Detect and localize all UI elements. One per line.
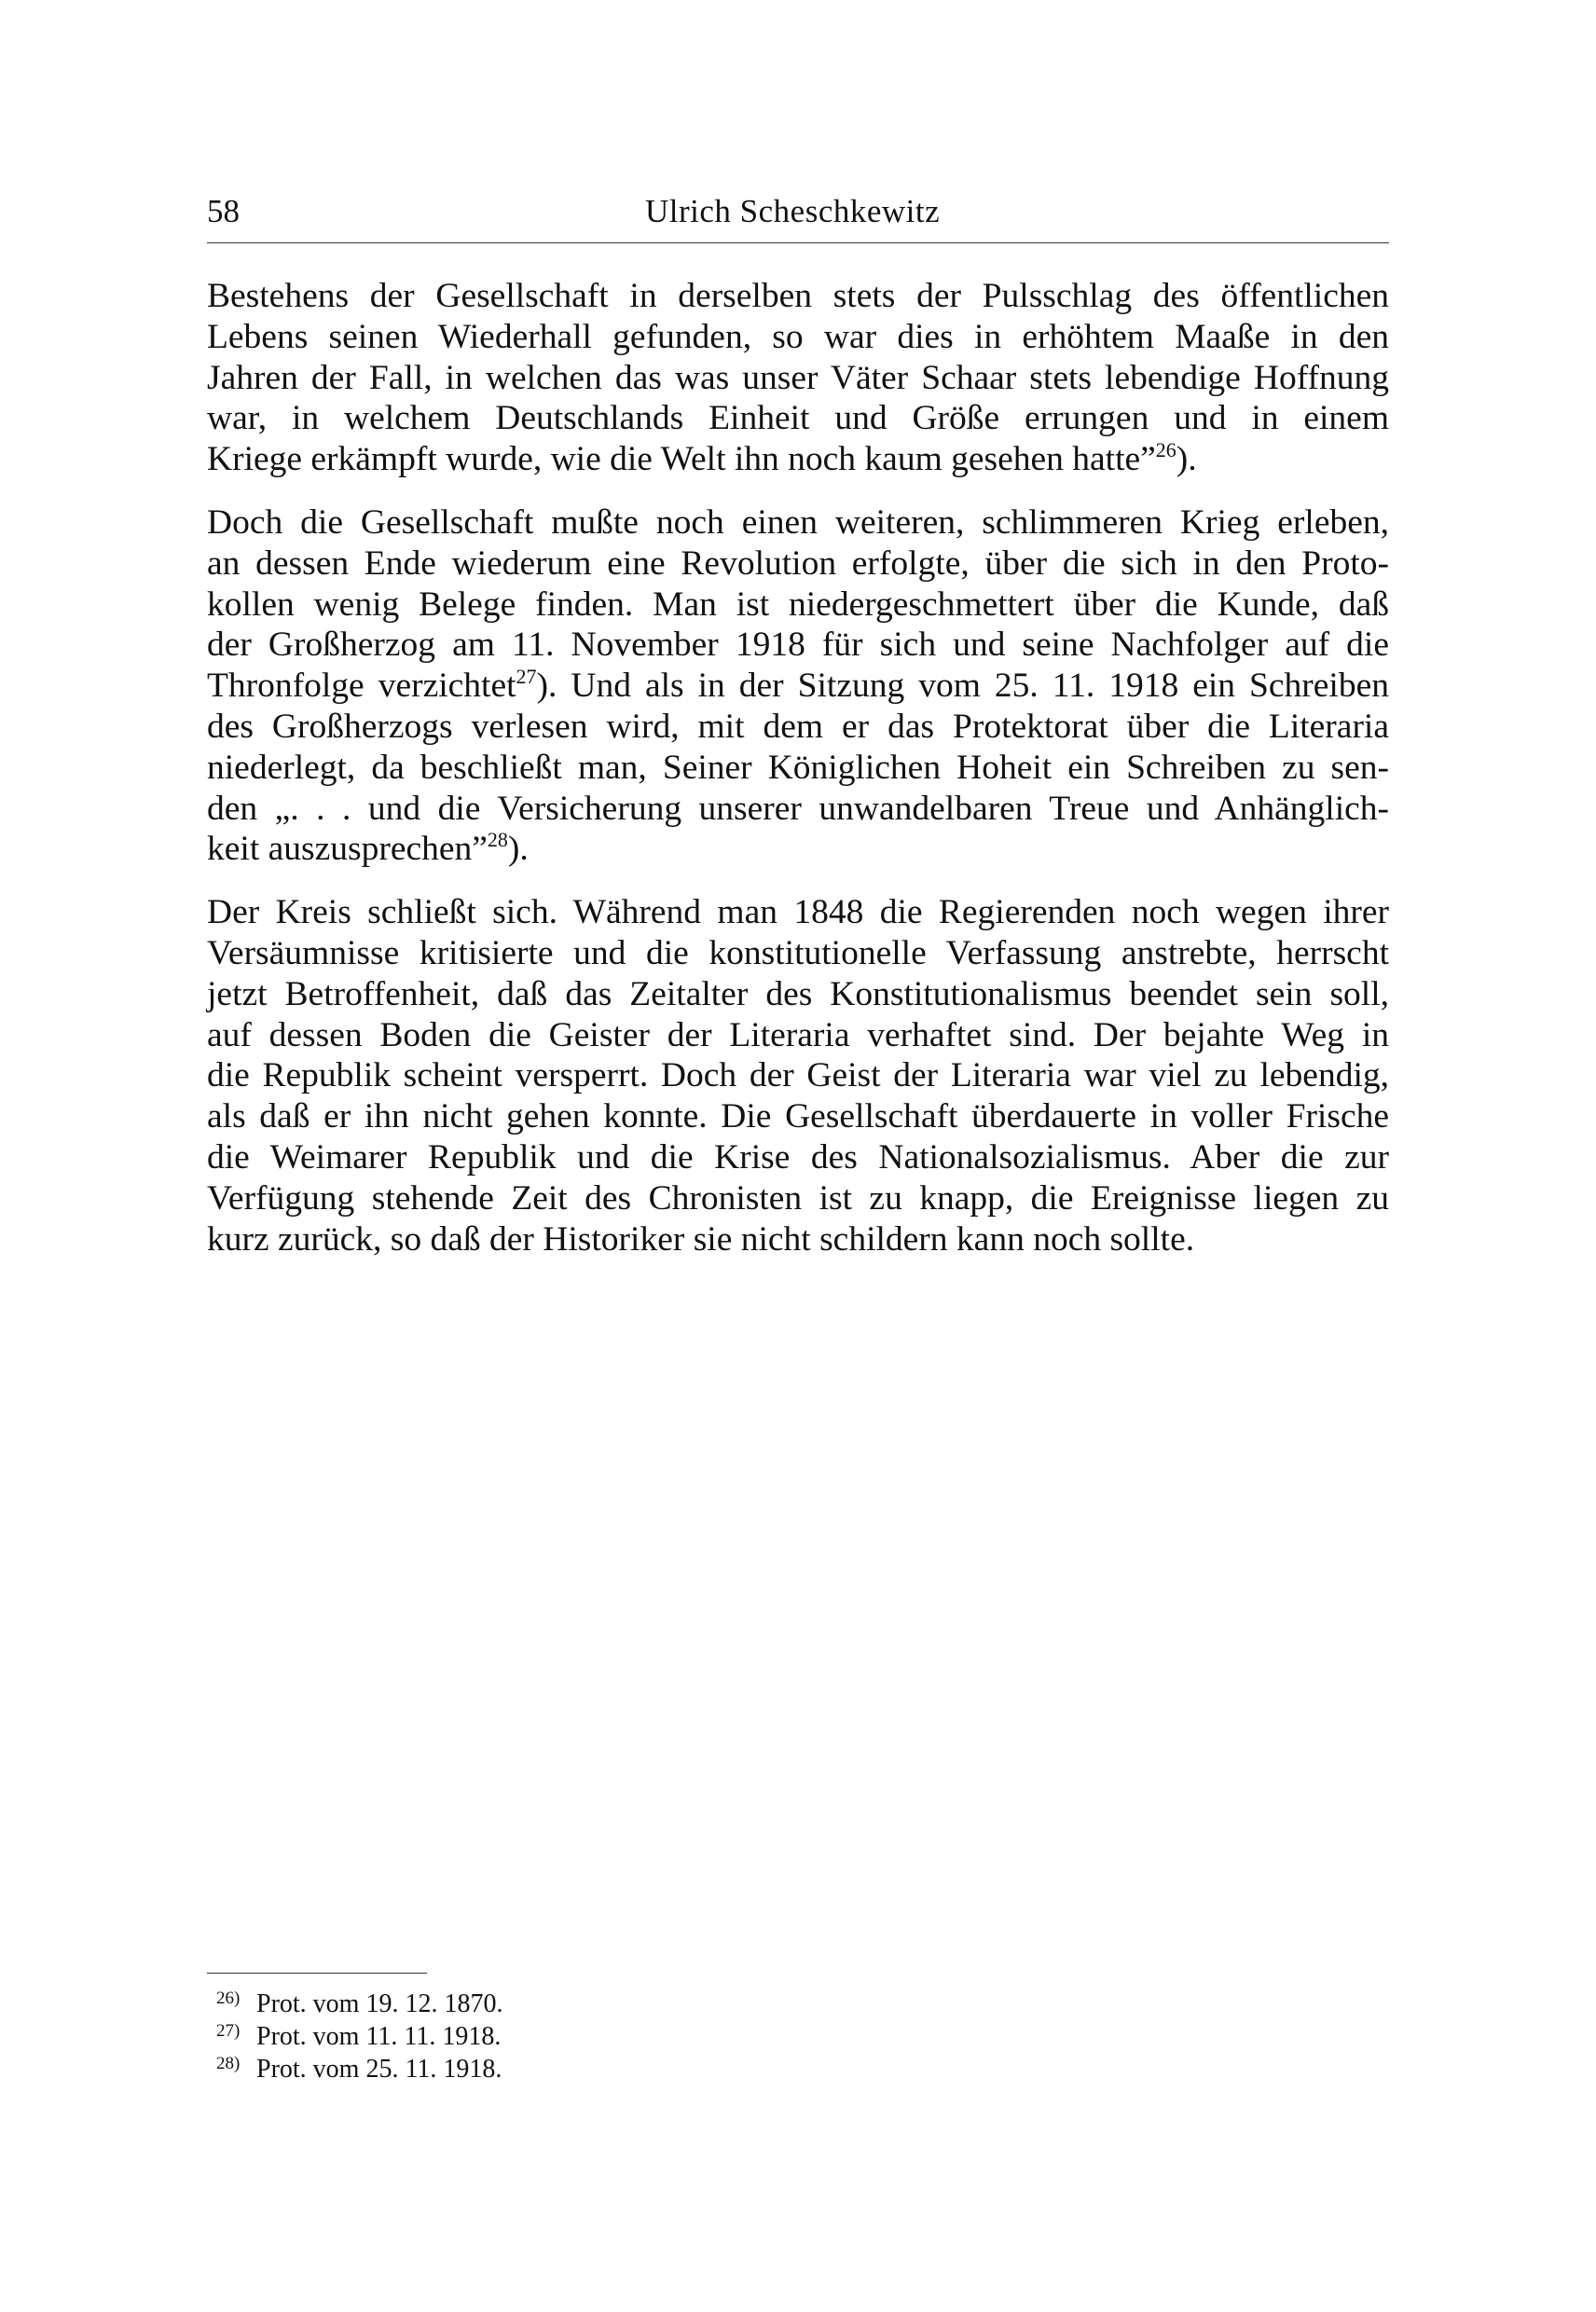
text-line: kollen wenig Belege finden. Man ist niedergeschmettert über die Kunde, daß xyxy=(207,585,1389,624)
text-line: den „. . . und die Versicherung unserer unwandelbaren Treue und Anhänglich- xyxy=(207,789,1389,828)
running-title: Ulrich Scheschkewitz xyxy=(645,193,941,229)
line-text: Thronfolge verzichtet xyxy=(207,667,516,706)
line-text: ). xyxy=(1176,440,1197,479)
text-line: des Großherzogs verlesen wird, mit dem er das Protektorat über die Literaria xyxy=(207,707,1389,746)
footnote-text: Prot. vom 19. 12. 1870. xyxy=(256,1989,503,2018)
footnote-text: Prot. vom 11. 11. 1918. xyxy=(256,2022,502,2051)
text-line: Verfügung stehende Zeit des Chronisten ist zu knapp, die Ereignisse liegen zu xyxy=(207,1178,1389,1218)
footnote-reference: 27 xyxy=(516,665,537,689)
text-line: der Großherzog am 11. November 1918 für sich und seine Nachfolger auf die xyxy=(207,626,1389,665)
text-line: war, in welchem Deutschlands Einheit und Größe errungen und in einem xyxy=(207,399,1389,438)
paragraph-1 xyxy=(207,276,1389,480)
text-line: Jahren der Fall, in welchen das was unser Väter Schaar stets lebendige Hoffnung xyxy=(207,358,1389,397)
header-rule xyxy=(207,242,1389,243)
line-text: ). Und als in der Sitzung vom 25. 11. 1918 ein Schreiben xyxy=(536,667,1389,706)
footnote-reference: 26 xyxy=(1155,438,1176,462)
footnote-rule xyxy=(207,1973,427,1974)
footnotes xyxy=(216,1988,1149,2085)
line-text: keit auszusprechen” xyxy=(207,830,488,869)
text-line: Doch die Gesellschaft mußte noch einen weiteren, schlimmeren Krieg erleben, xyxy=(207,502,1389,542)
footnote-26: 26) Prot. vom 19. 12. 1870. xyxy=(216,1989,503,2018)
paragraph-2 xyxy=(207,502,1389,870)
line-text: Kriege erkämpft wurde, wie die Welt ihn noch kaum gesehen hatte” xyxy=(207,440,1156,479)
text-line xyxy=(207,829,1389,870)
paragraph-3 xyxy=(207,892,1389,1259)
text-line xyxy=(207,666,1389,707)
text-line xyxy=(207,439,1389,480)
text-line: niederlegt, da beschließt man, Seiner Königlichen Hoheit ein Schreiben zu sen- xyxy=(207,748,1389,787)
text-line: Der Kreis schließt sich. Während man 1848 die Regierenden noch wegen ihrer xyxy=(207,893,1389,932)
text-line: Lebens seinen Wiederhall gefunden, so war dies in erhöhtem Maaße in den xyxy=(207,317,1389,356)
text-line: auf dessen Boden die Geister der Literaria verhaftet sind. Der bejahte Weg in xyxy=(207,1015,1389,1054)
body-text xyxy=(207,276,1389,1282)
text-line: Versäumnisse kritisierte und die konstitutionelle Verfassung anstrebte, herrscht xyxy=(207,933,1389,972)
text-line: die Republik scheint versperrt. Doch der Geist der Literaria war viel zu lebendig, xyxy=(207,1056,1389,1095)
page-number: 58 xyxy=(207,193,240,229)
footnote-reference: 28 xyxy=(487,828,508,852)
footnote-text: Prot. vom 25. 11. 1918. xyxy=(256,2055,502,2084)
text-line: jetzt Betroffenheit, daß das Zeitalter des Konstitutionalismus beendet sein soll, xyxy=(207,974,1389,1013)
footnote-28: 28) Prot. vom 25. 11. 1918. xyxy=(216,2054,502,2084)
line-text: ). xyxy=(507,830,529,869)
text-line: an dessen Ende wiederum eine Revolution erfolgte, über die sich in den Proto- xyxy=(207,544,1389,583)
running-head xyxy=(207,188,1389,235)
footnote-27: 27) Prot. vom 11. 11. 1918. xyxy=(216,2021,502,2051)
text-line: die Weimarer Republik und die Krise des Nationalsozialismus. Aber die zur xyxy=(207,1137,1389,1177)
text-line: Bestehens der Gesellschaft in derselben stets der Pulsschlag des öffentlichen xyxy=(207,277,1389,315)
text-line: kurz zurück, so daß der Historiker sie nicht schildern kann noch sollte. xyxy=(207,1219,1195,1259)
text-line: als daß er ihn nicht gehen konnte. Die Gesellschaft überdauerte in voller Frische xyxy=(207,1097,1389,1136)
